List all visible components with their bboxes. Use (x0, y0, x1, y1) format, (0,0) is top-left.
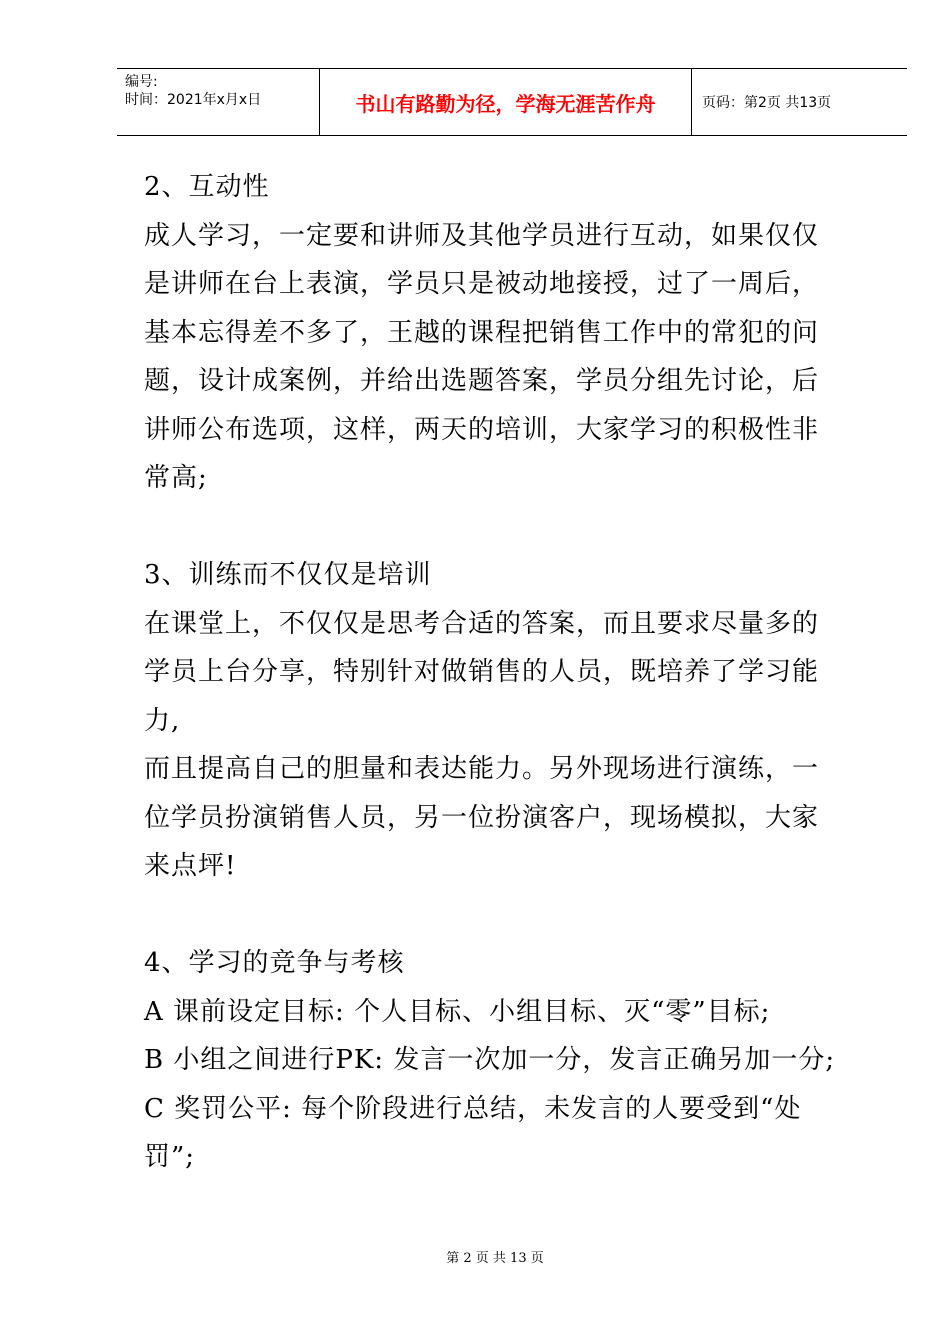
body-line: 基本忘得差不多了，王越的课程把销售工作中的常犯的问 (144, 317, 820, 348)
body-line: 是讲师在台上表演，学员只是被动地接授，过了一周后， (144, 269, 820, 299)
body-line: 3、训练而不仅仅是培训 (144, 560, 432, 590)
header-motto: 书山有路勤为径，学海无涯苦作舟 (320, 69, 692, 135)
body-line: 4、学习的竞争与考核 (144, 948, 405, 978)
body-line: 讲师公布选项，这样，两天的培训，大家学习的积极性非 (144, 414, 820, 445)
document-body (144, 163, 889, 1182)
page-footer: 第 2 页 共 13 页 (446, 1251, 544, 1266)
body-line: 常高; (144, 463, 208, 493)
body-line: 成人学习，一定要和讲师及其他学员进行互动，如果仅仅 (144, 220, 820, 251)
body-line: 而且提高自己的胆量和表达能力。另外现场进行演练，一 (144, 754, 820, 784)
header-meta-cell (117, 69, 320, 135)
body-line: 学员上台分享，特别针对做销售的人员，既培养了学习能 (144, 657, 820, 687)
body-line: 在课堂上，不仅仅是思考合适的答案，而且要求尽量多的 (144, 608, 820, 639)
header-page-info: 页码：第2页 共13页 (702, 95, 832, 111)
body-line: 2、互动性 (144, 172, 270, 202)
body-line: B 小组之间进行PK: 发言一次加一分，发言正确另加一分; (144, 1045, 836, 1075)
document-time-label: 时间：2021年x月x日 (125, 92, 262, 108)
body-line: 来点坪! (144, 851, 237, 881)
blank-line (144, 891, 889, 940)
body-line: 题，设计成案例，并给出选题答案，学员分组先讨论，后 (144, 366, 820, 396)
document-id-label: 编号: (125, 74, 158, 90)
body-line: 罚”; (144, 1142, 196, 1172)
page-header (117, 68, 907, 136)
body-line: 力, (144, 705, 181, 736)
body-line: C 奖罚公平: 每个阶段进行总结，未发言的人要受到“处 (144, 1093, 802, 1124)
body-line: A 课前设定目标: 个人目标、小组目标、灭“零”目标; (144, 996, 771, 1027)
body-line: 位学员扮演销售人员，另一位扮演客户，现场模拟，大家 (144, 802, 820, 833)
blank-line (144, 503, 889, 552)
